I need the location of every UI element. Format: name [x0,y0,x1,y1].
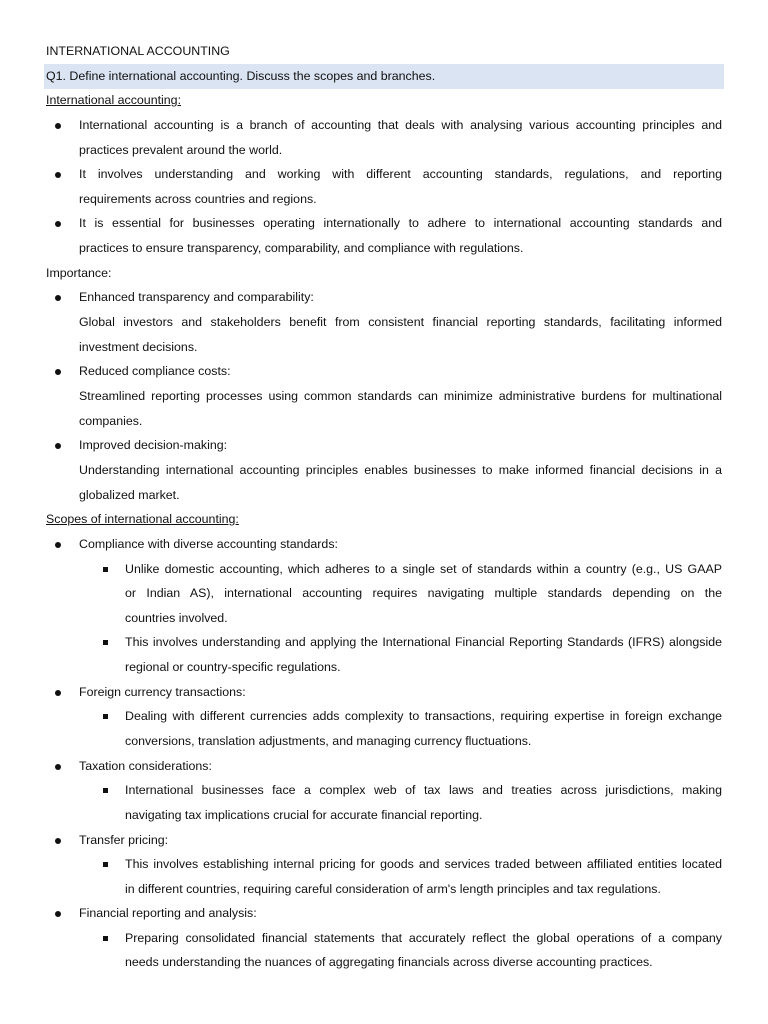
intro-heading [46,88,722,113]
importance-item-1-desc-line-1: Global investors and stakeholders benefit from consistent financial reporting standards, facilitating informed [79,315,722,329]
scope-2-sub-1-line-2: conversions, translation adjustments, and managing currency fluctuations. [125,734,532,748]
importance-item-3-label: Improved decision-making: [79,438,228,452]
scope-1-label: Compliance with diverse accounting standards: [79,537,338,551]
intro-item-2-line-1: It involves understanding and working with different accounting standards, regulations, and reporting [79,167,722,181]
scope-1-sub-2-line-1: This involves understanding and applying the International Financial Reporting Standards (IFRS) alongside [125,635,722,649]
importance-item-3-desc-line-1: Understanding international accounting principles enables businesses to make informed financial decisions in a [79,463,722,477]
importance-item-1-label: Enhanced transparency and comparability: [79,290,314,304]
square-bullet [103,788,108,793]
document-title: INTERNATIONAL ACCOUNTING [46,44,230,58]
intro-item-3-line-1: It is essential for businesses operating internationally to adhere to international accounting standards and [79,216,722,230]
bullet-dot [55,838,61,844]
bullet-dot [55,764,61,770]
scope-4-sub-1-line-1: This involves establishing internal pricing for goods and services traded between affiliated entities located [125,857,722,871]
scopes-heading [46,507,722,532]
importance-item-1-desc-line-2: investment decisions. [79,340,198,354]
scope-5-sub-1-line-2: needs understanding the nuances of aggregating financials across diverse accounting practices. [125,955,653,969]
bullet-dot [55,911,61,917]
scope-3-sub-1-line-1: International businesses face a complex web of tax laws and treaties across jurisdictions, making [125,783,722,797]
scope-3-label: Taxation considerations: [79,759,212,773]
intro-item-1-line-1: International accounting is a branch of accounting that deals with analysing various accounting principles and [79,118,722,132]
scope-5-sub-1-line-1: Preparing consolidated financial statements that accurately reflect the global operations of a company [125,931,722,945]
intro-heading-text: International accounting: [46,93,182,107]
question-heading: Q1. Define international accounting. Discuss the scopes and branches. [44,64,724,89]
importance-item-2-desc-line-1: Streamlined reporting processes using common standards can minimize administrative burdens for multinational [79,389,722,403]
bullet-dot [55,369,61,375]
intro-item-1-line-2: practices prevalent around the world. [79,143,283,157]
square-bullet [103,714,108,719]
importance-item-3-desc-line-2: globalized market. [79,488,180,502]
square-bullet [103,862,108,867]
scope-2-sub-1-line-1: Dealing with different currencies adds complexity to transactions, requiring expertise in foreign exchange [125,709,722,723]
bullet-dot [55,443,61,449]
scope-1-sub-2-line-2: regional or country-specific regulations. [125,660,341,674]
importance-item-2-desc-line-2: companies. [79,414,143,428]
scope-1-sub-1-line-1: Unlike domestic accounting, which adheres to a single set of standards within a country (e.g., US GAAP [125,562,722,576]
bullet-dot [55,690,61,696]
intro-item-2-line-2: requirements across countries and regions. [79,192,317,206]
scope-1-sub-1-line-2: or Indian AS), international accounting requires navigating multiple standards depending on the [125,586,722,600]
square-bullet [103,936,108,941]
square-bullet [103,640,108,645]
scope-4-sub-1-line-2: in different countries, requiring careful consideration of arm's length principles and tax regulations. [125,882,661,896]
scope-2-label: Foreign currency transactions: [79,685,246,699]
scope-4-label: Transfer pricing: [79,833,169,847]
importance-item-2-label: Reduced compliance costs: [79,364,231,378]
scope-3-sub-1-line-2: navigating tax implications crucial for accurate financial reporting. [125,808,483,822]
bullet-dot [55,172,61,178]
bullet-dot [55,295,61,301]
square-bullet [103,567,108,572]
bullet-dot [55,123,61,129]
bullet-dot [55,221,61,227]
bullet-dot [55,542,61,548]
scope-5-label: Financial reporting and analysis: [79,906,257,920]
scope-1-sub-1-line-3: countries involved. [125,611,228,625]
importance-heading: Importance: [46,266,112,280]
intro-item-3-line-2: practices to ensure transparency, comparability, and compliance with regulations. [79,241,524,255]
scopes-heading-text: Scopes of international accounting: [46,512,239,526]
